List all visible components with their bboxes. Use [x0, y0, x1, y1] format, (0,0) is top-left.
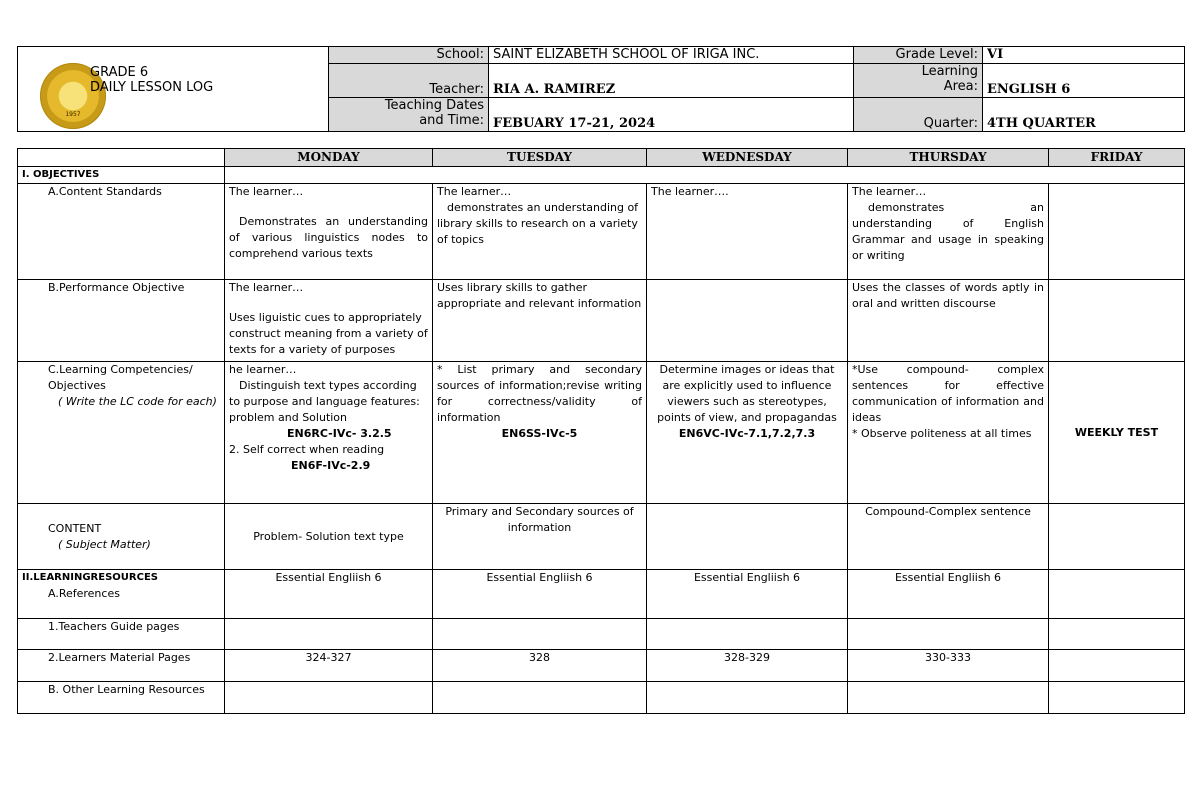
competencies-label [18, 362, 225, 504]
dates-label-1: Teaching Dates [384, 98, 484, 113]
resources-thursday: Essential Engliish 6 [848, 570, 1049, 619]
content-standards-tuesday [433, 184, 647, 280]
lc-code: EN6SS-IVc-5 [501, 427, 578, 440]
cell-text: The learner… [852, 185, 927, 198]
school-label: School: [329, 47, 489, 64]
day-header-monday: MONDAY [225, 149, 433, 167]
performance-friday [1049, 280, 1185, 362]
learners-material-friday [1049, 650, 1185, 682]
cell-text: II.LEARNINGRESOURCES [22, 572, 158, 583]
table-row [18, 650, 1185, 682]
header-table [17, 46, 1185, 132]
other-resources-label: B. Other Learning Resources [18, 682, 225, 714]
cell-text: The learner… [229, 281, 304, 294]
lc-code: EN6RC-IVc- 3.2.5 [287, 427, 392, 440]
other-resources-wednesday [647, 682, 848, 714]
learners-material-monday: 324-327 [225, 650, 433, 682]
content-label [18, 504, 225, 570]
other-resources-friday [1049, 682, 1185, 714]
content-thursday: Compound-Complex sentence [848, 504, 1049, 570]
resources-monday: Essential Engliish 6 [225, 570, 433, 619]
performance-monday [225, 280, 433, 362]
content-friday [1049, 504, 1185, 570]
lc-code: EN6VC-IVc-7.1,7.2,7.3 [678, 427, 816, 440]
learning-area-label-2: Area: [943, 79, 978, 94]
cell-text: demonstrates an understanding of library skills to research on a variety of topics [437, 201, 639, 246]
quarter-label: Quarter: [854, 98, 983, 132]
cell-text: Uses liguistic cues to appropriately construct meaning from a variety of texts for a variety of purposes [229, 311, 428, 356]
day-header-tuesday: TUESDAY [433, 149, 647, 167]
grade-title: GRADE 6 [90, 65, 149, 80]
content-standards-monday [225, 184, 433, 280]
learning-area-label [854, 64, 983, 98]
quarter-value: 4TH QUARTER [983, 98, 1185, 132]
table-row [18, 619, 1185, 650]
competencies-tuesday [433, 362, 647, 504]
teacher-value: RIA A. RAMIREZ [489, 64, 854, 98]
performance-label: B.Performance Objective [18, 280, 225, 362]
competencies-monday [225, 362, 433, 504]
teachers-guide-label: 1.Teachers Guide pages [18, 619, 225, 650]
content-standards-wednesday: The learner…. [647, 184, 848, 280]
day-header-wednesday: WEDNESDAY [647, 149, 848, 167]
table-row [18, 362, 1185, 504]
grade-level-value: VI [983, 47, 1185, 64]
table-row [18, 682, 1185, 714]
other-resources-thursday [848, 682, 1049, 714]
learners-material-tuesday: 328 [433, 650, 647, 682]
competencies-friday: WEEKLY TEST [1049, 362, 1185, 504]
cell-text: * Observe politeness at all times [852, 427, 1032, 440]
cell-text: *Use compound- complex sentences for effective communication of information and ideas [852, 363, 1044, 424]
day-header-friday: FRIDAY [1049, 149, 1185, 167]
teacher-label: Teacher: [329, 64, 489, 98]
cell-text: 2. Self correct when reading [229, 443, 385, 456]
resources-label [18, 570, 225, 619]
teachers-guide-friday [1049, 619, 1185, 650]
content-tuesday: Primary and Secondary sources of information [433, 504, 647, 570]
cell-text: ( Write the LC code for each) [58, 395, 217, 408]
teachers-guide-wednesday [647, 619, 848, 650]
resources-wednesday: Essential Engliish 6 [647, 570, 848, 619]
table-row [18, 280, 1185, 362]
table-row [18, 570, 1185, 619]
cell-text: C.Learning Competencies/ [48, 363, 193, 376]
performance-thursday: Uses the classes of words aptly in oral and written discourse [848, 280, 1049, 362]
cell-text: Determine images or ideas that are explicitly used to influence viewers such as stereotypes, points of view, and propagandas [657, 363, 837, 424]
dates-label [329, 98, 489, 132]
cell-text: CONTENT [48, 521, 102, 535]
competencies-thursday [848, 362, 1049, 504]
performance-tuesday: Uses library skills to gather appropriate and relevant information [433, 280, 647, 362]
school-value: SAINT ELIZABETH SCHOOL OF IRIGA INC. [489, 47, 854, 64]
dll-title [90, 65, 213, 95]
competencies-wednesday [647, 362, 848, 504]
table-row [18, 504, 1185, 570]
content-wednesday [647, 504, 848, 570]
cell-text: he learner… [229, 363, 297, 376]
learners-material-label: 2.Learners Material Pages [18, 650, 225, 682]
cell-text: demonstrates an understanding of English Grammar and usage in speaking or writing [852, 201, 1044, 262]
header-logo-cell [18, 47, 329, 132]
teachers-guide-thursday [848, 619, 1049, 650]
other-resources-monday [225, 682, 433, 714]
objectives-span [225, 167, 1185, 184]
objectives-heading: I. OBJECTIVES [18, 167, 225, 184]
resources-friday [1049, 570, 1185, 619]
content-monday: Problem- Solution text type [225, 504, 433, 570]
lesson-log-table [17, 148, 1185, 714]
content-standards-thursday [848, 184, 1049, 280]
grade-level-label: Grade Level: [854, 47, 983, 64]
resources-tuesday: Essential Engliish 6 [433, 570, 647, 619]
performance-wednesday [647, 280, 848, 362]
cell-text: * List primary and secondary sources of information;revise writing for correctness/validity of information [437, 363, 642, 424]
learning-area-label-1: Learning [921, 64, 978, 79]
cell-text: Objectives [48, 379, 106, 392]
other-resources-tuesday [433, 682, 647, 714]
cell-text: Demonstrates an understanding of various linguistics nodes to comprehend various texts [229, 215, 428, 260]
day-header-thursday: THURSDAY [848, 149, 1049, 167]
content-standards-label: A.Content Standards [18, 184, 225, 280]
learning-area-value: ENGLISH 6 [983, 64, 1185, 98]
teachers-guide-monday [225, 619, 433, 650]
cell-text: A.References [48, 587, 120, 600]
learners-material-wednesday: 328-329 [647, 650, 848, 682]
log-title: DAILY LESSON LOG [90, 80, 214, 95]
teachers-guide-tuesday [433, 619, 647, 650]
dates-value: FEBUARY 17-21, 2024 [489, 98, 854, 132]
cell-text: ( Subject Matter) [58, 537, 151, 551]
dates-label-2: and Time: [419, 113, 484, 128]
corner-cell [18, 149, 225, 167]
learners-material-thursday: 330-333 [848, 650, 1049, 682]
cell-text: Distinguish text types according to purpose and language features: problem and Solution [229, 379, 420, 424]
lc-code: EN6F-IVc-2.9 [291, 459, 371, 472]
content-standards-friday [1049, 184, 1185, 280]
table-row [18, 184, 1185, 280]
cell-text: The learner… [229, 185, 304, 198]
cell-text: The learner… [437, 185, 512, 198]
